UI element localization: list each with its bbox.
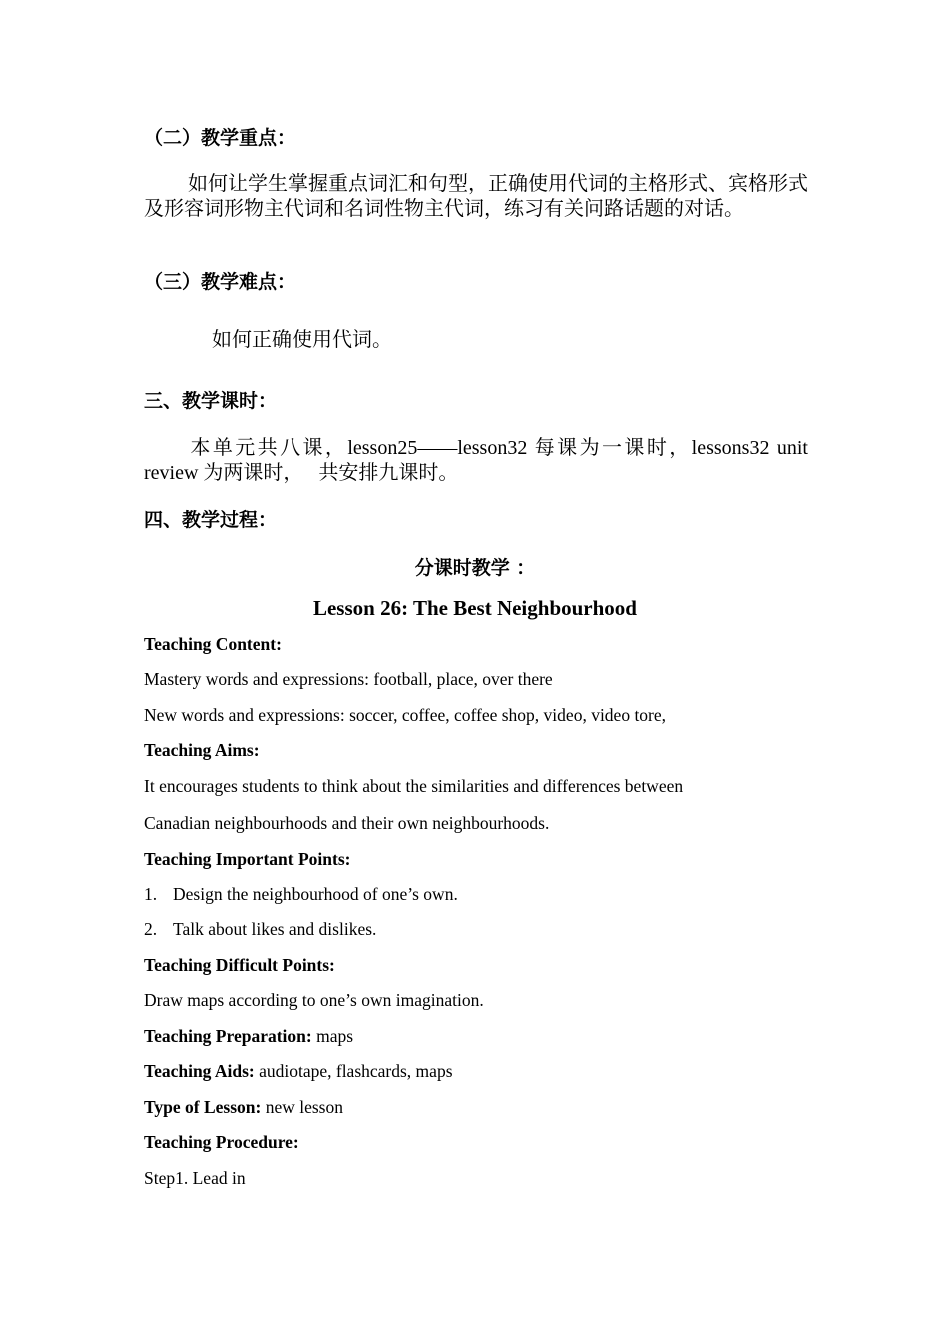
preparation-value: maps — [311, 1026, 354, 1046]
list-item-number: 2. — [144, 919, 158, 939]
aids-line — [144, 1060, 453, 1082]
list-item-text: Design the neighbourhood of one’s own. — [173, 884, 458, 904]
teaching-aims-label: Teaching Aims: — [144, 740, 260, 760]
list-item-text: Talk about likes and dislikes. — [173, 919, 377, 939]
key-points-text: 如何让学生掌握重点词汇和句型，正确使用代词的主格形式、宾格形式及形容词形物主代词和名词性物主代词，练习有关问路话题的对话。 — [144, 173, 808, 220]
subtitle: 分课时教学 ： — [414, 557, 536, 579]
teaching-content-label: Teaching Content: — [144, 634, 282, 654]
mastery-words-line: Mastery words and expressions: football, place, over there — [144, 669, 553, 689]
section-heading-teaching-process: 四、教学过程： — [144, 509, 278, 531]
key-points-paragraph — [144, 172, 808, 221]
class-hours-text: 本单元共八课，lesson25——lesson32 每课为一课时，lessons32 unit review 为两课时， 共安排九课时。 — [144, 437, 808, 484]
aids-value: audiotape, flashcards, maps — [254, 1061, 453, 1081]
list-item-number: 1. — [144, 884, 158, 904]
aims-line-2: Canadian neighbourhoods and their own neighbourhoods. — [144, 813, 550, 833]
lesson-title: Lesson 26: The Best Neighbourhood — [312, 596, 637, 620]
list-item — [144, 883, 458, 905]
new-words-line: New words and expressions: soccer, coffee, coffee shop, video, video tore, — [144, 705, 667, 725]
list-item — [144, 918, 376, 940]
step1-line: Step1. Lead in — [144, 1168, 246, 1188]
difficult-points-label: Teaching Difficult Points: — [144, 955, 335, 975]
class-hours-paragraph — [144, 436, 808, 485]
section-heading-class-hours: 三、教学课时： — [144, 390, 278, 412]
lesson-type-label: Type of Lesson: — [144, 1097, 262, 1117]
procedure-label: Teaching Procedure: — [144, 1132, 299, 1152]
aims-line-1: It encourages students to think about the similarities and differences between — [144, 776, 684, 796]
section-heading-difficult-points: （三）教学难点： — [144, 271, 297, 293]
difficult-points-line: Draw maps according to one’s own imagination. — [144, 990, 484, 1010]
difficult-points-text: 如何正确使用代词。 — [212, 329, 392, 351]
lesson-type-value: new lesson — [261, 1097, 343, 1117]
aids-label: Teaching Aids: — [144, 1061, 255, 1081]
preparation-label: Teaching Preparation: — [144, 1026, 312, 1046]
lesson-type-line — [144, 1096, 343, 1118]
important-points-label: Teaching Important Points: — [144, 849, 351, 869]
preparation-line — [144, 1025, 353, 1047]
section-heading-key-points: （二）教学重点： — [144, 127, 297, 149]
